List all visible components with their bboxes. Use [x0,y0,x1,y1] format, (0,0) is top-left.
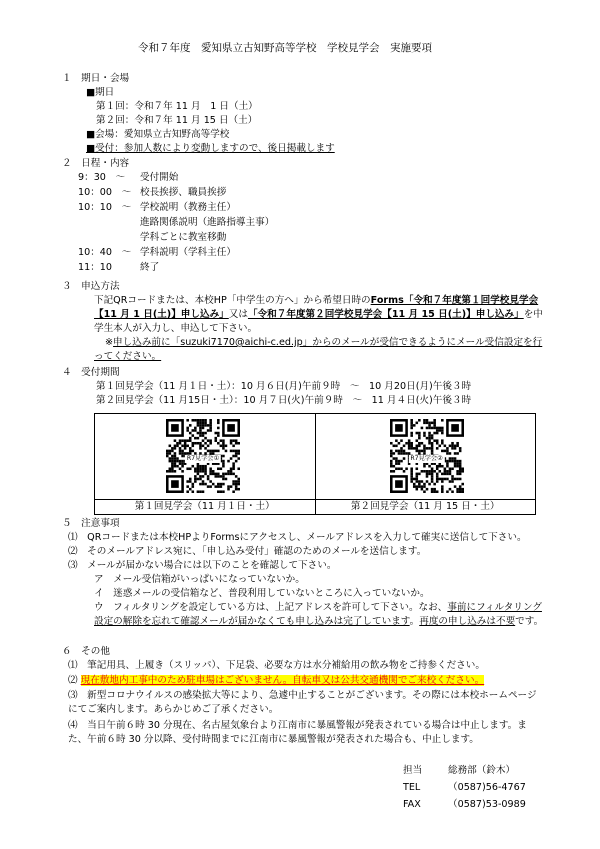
contact-person-label: 担当 [403,765,423,776]
notice-3: ⑶ メールが届かない場合には以下のことを確認して下さい。 [68,560,337,571]
notice-3c-end: です。 [515,616,544,627]
section-3-heading: ３ 申込方法 [62,281,120,292]
tel-number: （0587)56-4767 [448,782,526,793]
schedule-time: 10：00 ～ [78,187,132,198]
schedule-item: 進路関係説明（進路指導主事） [140,217,275,228]
qr-label-2: R7見学会② [410,454,443,462]
schedule-time: 10：10 ～ [78,202,132,213]
qr-caption-1: 第１回見学会（11 月１日・土） [95,500,316,515]
date-1: 第１回：令和７年 11 月 1 日（土） [96,101,258,112]
other-2 [68,674,484,687]
mail-note-mark: ※ [105,337,114,348]
mail-note [94,336,546,364]
fax-label: FAX [403,799,421,810]
tel-label: TEL [403,782,421,793]
notice-1: ⑴ QRコードまたは本校HPよりFormsにアクセスし、メールアドレスを入力して確実に送信して下さい。 [68,532,527,543]
schedule-item: 校長挨拶、職員挨拶 [140,187,227,198]
reception: ■受付：参加人数により変動しますので、後日掲載します [86,143,335,154]
page-title: 令和７年度 愛知県立古知野高等学校 学校見学会 実施要項 [138,42,432,54]
mail-note-text: からのメールが受信できるようにメール受信設定を行ってください。 [94,337,543,362]
application-or: 又は [228,309,248,320]
date-heading: ■期日 [86,87,115,98]
qr-code-1[interactable] [166,419,240,493]
other-2-number: ⑵ [68,675,78,686]
period-2: 第２回見学会（11 月15日・土）：10 月７日(火)午前９時 ～ 11 月４日(火)午後３時 [96,395,472,406]
notice-3c-no-reapply: 再度の申し込みは不要 [419,616,516,627]
notice-3c-intro: ウ フィルタリングを設定している方は、上記アドレスを許可して下さい。なお、 [94,602,448,613]
notice-3a: ア メール受信箱がいっぱいになっていないか。 [94,574,305,585]
schedule-time: 10：40 ～ [78,247,132,258]
section-1-heading: １ 期日・会場 [62,73,130,84]
section-4-heading: ４ 受付期間 [62,367,120,378]
schedule-item: 受付開始 [140,172,179,183]
qr-caption-2: 第２回見学会（11 月 15 日・土） [315,500,536,515]
notice-3c-filter: 事前にフィルタリング設定の解除を忘れて確認メールが届かなくても申し込みは完了しています [94,602,542,627]
parking-warning: 現在敷地内工事中のため駐車場はございません。自転車又は公共交通機関でご来校ください。 [80,675,485,686]
application-outro: を中学生本人が入力し、申込して下さい。 [94,309,543,334]
other-1: ⑴ 筆記用具、上履き（スリッパ）、下足袋、必要な方は水分補給用の飲み物をご持参ください。 [68,660,485,671]
section-2-heading: ２ 日程・内容 [62,158,130,169]
form-name-1: Forms「令和７年度第１回学校見学会【11 月 1 日(土)】申し込み」 [94,295,539,320]
venue: ■会場：愛知県立古知野高等学校 [86,129,230,140]
period-1: 第１回見学会（11 月１日・土）：10 月６日(月)午前９時 ～ 10 月20日(月)午後３時 [96,381,472,392]
other-3: ⑶ 新型コロナウイルスの感染拡大等により、急遽中止することがございます。その際には本校ホームページにてご案内します。あらかじめご了承ください。 [68,690,537,715]
qr-code-2[interactable] [390,419,464,493]
qr-table [94,413,536,515]
section-6-heading: ６ その他 [62,646,110,657]
qr-cell-2 [315,414,536,500]
fax-number: （0587)53-0989 [448,799,526,810]
section-5-heading: ５ 注意事項 [62,518,120,529]
notice-2: ⑵ そのメールアドレス宛に、「申し込み受付」確認のためのメールを送信します。 [68,546,427,557]
schedule-time: 9：30 ～ [78,172,126,183]
application-intro: 下記QRコードまたは、本校HP「中学生の方へ」から希望日時の [94,295,371,306]
schedule-time: 11：10 [78,262,113,273]
notice-3c [94,601,546,629]
schedule-item: 学科説明（学科主任） [140,247,236,258]
mail-note-address: 申し込み前に「suzuki7170@aichi-c.ed.jp」 [113,337,313,348]
contact-person: 総務部（鈴木） [448,765,516,776]
form-name-2: 「令和７年度第２回学校見学会【11 月 15 日(土)】申し込み」 [247,309,524,320]
schedule-item: 学科ごとに教室移動 [140,232,227,243]
application-paragraph [94,294,546,336]
other-4: ⑷ 当日午前６時 30 分現在、名古屋気象台より江南市に暴風警報が発表されている場合は中止します。また、午前６時 30 分以降、受付時間までに江南市に暴風警報が発表された場合も、中止します。 [68,720,527,745]
schedule-item: 学校説明（教務主任） [140,202,236,213]
schedule-item: 終了 [140,262,160,273]
notice-3c-period: 。 [409,616,420,627]
notice-3b: イ 迷惑メールの受信箱など、普段利用していないところに入っていないか。 [94,588,430,599]
date-2: 第２回：令和７年 11 月 15 日（土） [96,115,258,126]
qr-label-1: R7見学会① [186,454,220,462]
qr-cell-1 [95,414,316,500]
